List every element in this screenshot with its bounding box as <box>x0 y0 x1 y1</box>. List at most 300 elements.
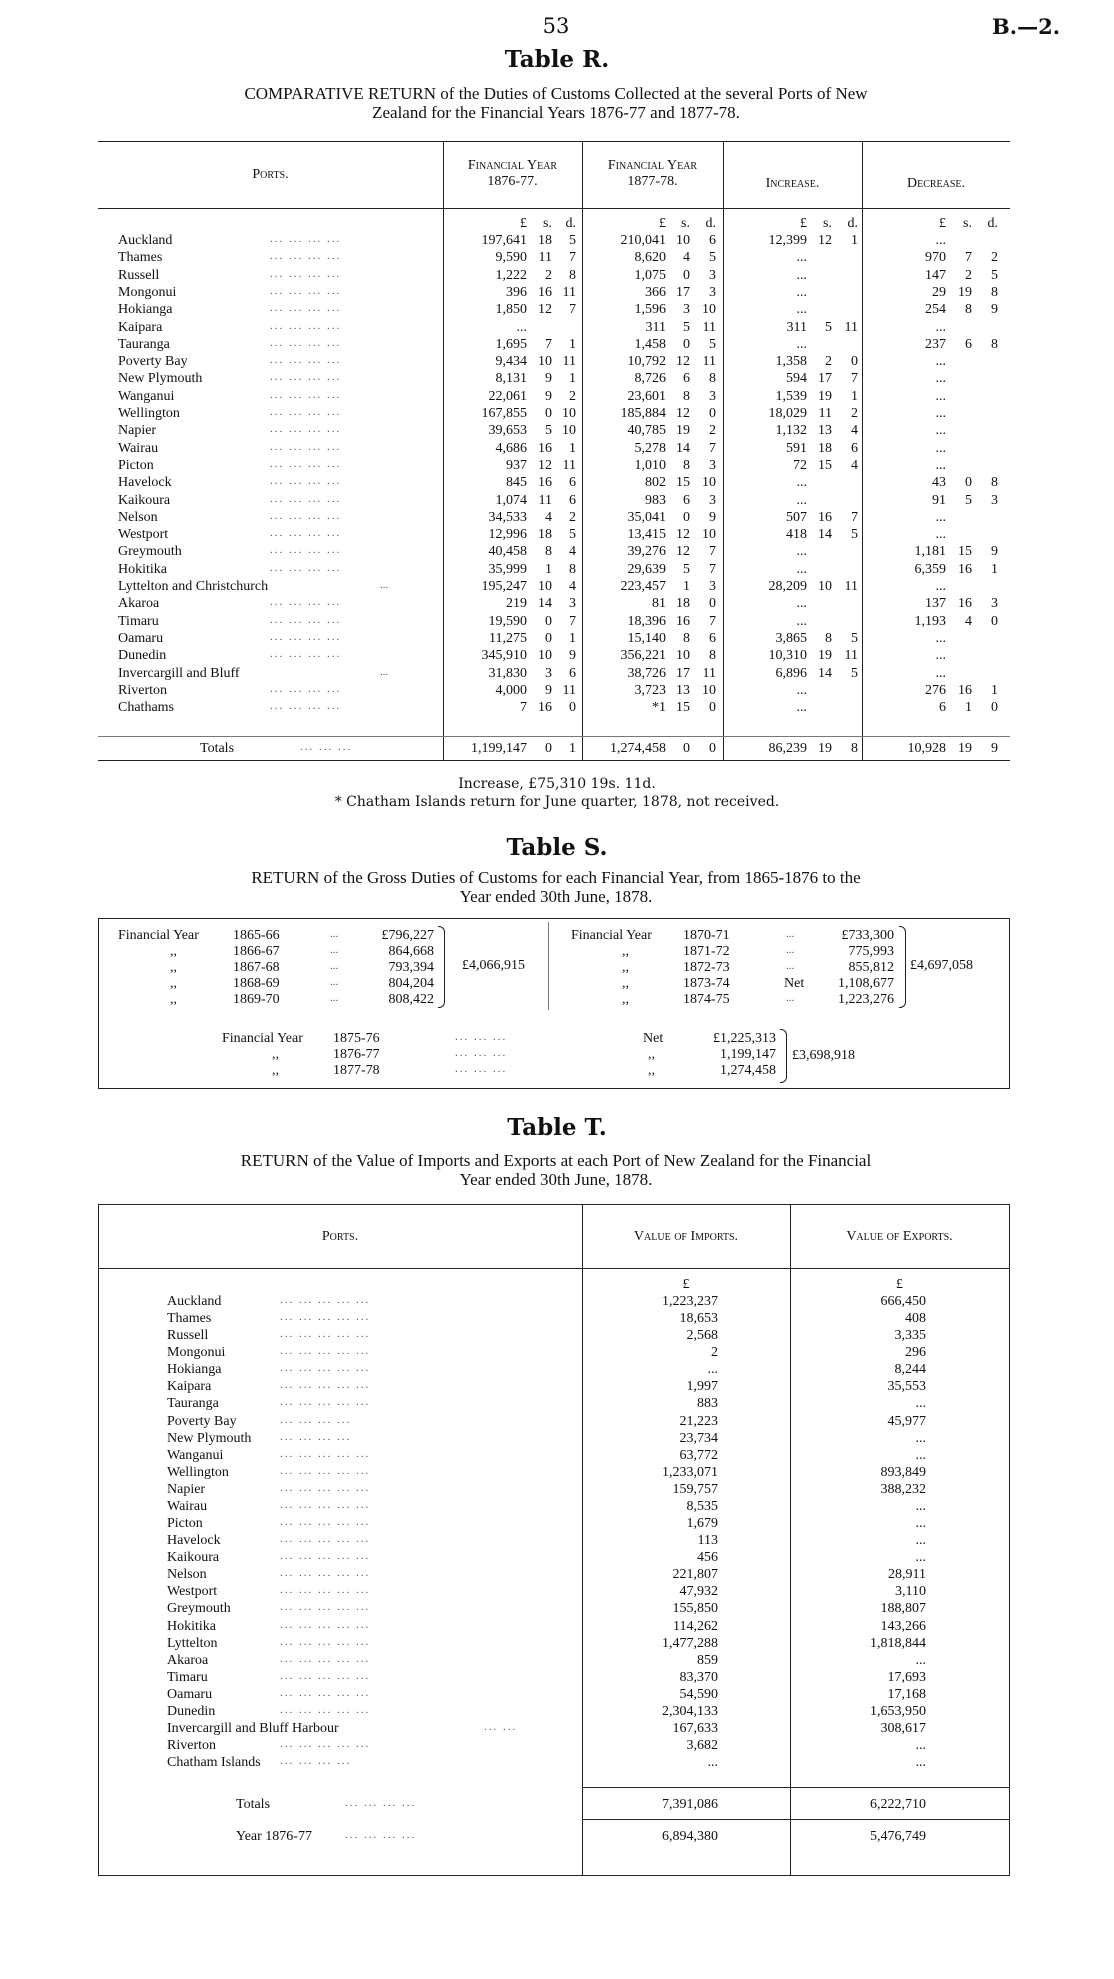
table-s-right-year: 1872-73 <box>683 960 730 975</box>
table-r-fy2-value: 356,221 <box>620 648 666 663</box>
leader-dots: ... <box>380 579 389 591</box>
leader-dots: ... ... ... ... ... <box>280 1601 371 1613</box>
leader-dots: ... ... ... ... ... <box>280 1362 371 1374</box>
table-s-left-year: 1868-69 <box>233 976 280 991</box>
table-r-dec-value: 5 <box>965 493 972 508</box>
leader-dots: ... ... ... ... <box>270 493 342 505</box>
table-r-fy1-value: 8 <box>569 562 576 577</box>
table-s-left-dots: ... <box>330 928 339 940</box>
leader-dots: ... ... ... ... <box>270 285 342 297</box>
unit-label: s. <box>681 216 690 231</box>
table-r-fy2-value: 2 <box>709 423 716 438</box>
table-s-bottom-value: 1,274,458 <box>720 1063 776 1078</box>
leader-dots: ... ... ... ... <box>270 389 342 401</box>
table-r-fy2-value: 1,075 <box>634 268 666 283</box>
table-r-fy1-value: 11 <box>538 493 552 508</box>
port-name: Hokitika <box>118 562 167 577</box>
leader-dots: ... ... ... ... ... <box>280 1584 371 1596</box>
leader-dots: ... ... ... ... <box>270 700 342 712</box>
table-r-fy1-value: 16 <box>538 700 552 715</box>
import-value: 167,633 <box>672 1721 718 1736</box>
table-r-inc-value: 2 <box>825 354 832 369</box>
table-r-dec-value: 6 <box>939 700 946 715</box>
table-r-fy2-value: 15 <box>676 700 690 715</box>
table-r-fy2-value: 40,785 <box>627 423 666 438</box>
ditto-mark: ,, <box>622 944 629 959</box>
table-r-inc-value: 11 <box>844 579 858 594</box>
table-s-left-year: 1865-66 <box>233 928 280 943</box>
table-s-right-value: £733,300 <box>841 928 894 943</box>
header-t-imports: Value of Imports. <box>633 1229 739 1244</box>
table-r-fy2-value: 5 <box>683 320 690 335</box>
port-name: Dunedin <box>167 1704 216 1719</box>
table-r-fy1-value: 35,999 <box>488 562 527 577</box>
port-name: Riverton <box>167 1738 216 1753</box>
table-r-dec-value: 29 <box>932 285 946 300</box>
table-r-fy2-value: 5,278 <box>634 441 666 456</box>
leader-dots: ... ... <box>484 1721 518 1733</box>
unit-label: £ <box>520 216 527 231</box>
table-s-right-total: £4,697,058 <box>910 958 973 973</box>
table-r-fy1-value: 0 <box>569 700 576 715</box>
unit-label: £ <box>939 216 946 231</box>
table-r-fy1-value: 1,222 <box>495 268 527 283</box>
table-r-inc-value: 5 <box>851 527 858 542</box>
import-value: 1,997 <box>686 1379 718 1394</box>
port-name: Tauranga <box>167 1396 219 1411</box>
table-r-dec-value: ... <box>935 510 946 525</box>
port-name: Greymouth <box>118 544 182 559</box>
table-s-left-dots: ... <box>330 960 339 972</box>
table-r-fy2-value: 10 <box>702 475 716 490</box>
export-value: 308,617 <box>880 1721 926 1736</box>
import-value: 2,304,133 <box>662 1704 718 1719</box>
port-name: Chathams <box>118 700 174 715</box>
leader-dots: ... ... ... ... <box>270 648 342 660</box>
table-r-fy2-value: 12 <box>676 354 690 369</box>
table-r-fy1-value: 1,074 <box>495 493 527 508</box>
leader-dots: ... ... ... ... ... <box>280 1653 371 1665</box>
port-name: Invercargill and Bluff Harbour <box>167 1721 339 1736</box>
port-name: Napier <box>167 1482 206 1497</box>
export-value: 408 <box>905 1311 926 1326</box>
table-r-fy1-value: 11 <box>538 250 552 265</box>
table-r-fy2-value: 0 <box>709 700 716 715</box>
table-r-fy1-value: 5 <box>569 527 576 542</box>
table-r-fy2-value: 9 <box>709 510 716 525</box>
table-r-fy2-value: 18,396 <box>627 614 666 629</box>
leader-dots: ... ... ... ... <box>270 441 342 453</box>
port-name: Wanganui <box>118 389 175 404</box>
table-r-fy1-value: 0 <box>545 406 552 421</box>
ditto-mark: ,, <box>170 944 177 959</box>
unit-label: d. <box>565 216 576 231</box>
leader-dots: ... ... ... ... <box>270 562 342 574</box>
table-s-left-year: 1869-70 <box>233 992 280 1007</box>
table-r-total-value: 1 <box>569 741 576 756</box>
table-r-fy2-value: 185,884 <box>620 406 666 421</box>
table-r-fy1-value: 16 <box>538 441 552 456</box>
export-value: 893,849 <box>880 1465 926 1480</box>
table-r-fy1-value: 16 <box>538 475 552 490</box>
table-r-fy2-value: 10 <box>702 527 716 542</box>
table-r-dec-value: 1 <box>991 683 998 698</box>
table-r-fy1-value: 219 <box>506 596 527 611</box>
leader-dots: ... ... ... ... ... <box>280 1499 371 1511</box>
table-r-fy2-value: 7 <box>709 562 716 577</box>
import-value: ... <box>707 1362 718 1377</box>
table-r-inc-value: ... <box>796 475 807 490</box>
table-s-right-value: 775,993 <box>848 944 894 959</box>
table-r-fy2-value: 1 <box>683 579 690 594</box>
leader-dots: ... ... ... ... ... <box>280 1704 371 1716</box>
unit-label: £ <box>682 1277 690 1292</box>
ditto-mark: ,, <box>648 1047 655 1062</box>
table-r-dec-value: 7 <box>965 250 972 265</box>
table-r-inc-value: 7 <box>851 371 858 386</box>
table-r-inc-value: 19 <box>818 389 832 404</box>
table-r-inc-value: 8 <box>825 631 832 646</box>
table-r-dec-value: ... <box>935 458 946 473</box>
table-r-fy2-value: 10 <box>676 648 690 663</box>
table-r-fy1-value: 4,000 <box>495 683 527 698</box>
table-s-title: Table S. <box>506 834 608 861</box>
import-value: 63,772 <box>679 1448 718 1463</box>
table-s-right-dots: ... <box>786 992 795 1004</box>
table-r-fy1-value: 2 <box>545 268 552 283</box>
table-r-dec-value: ... <box>935 527 946 542</box>
table-r-total-value: 10,928 <box>907 741 946 756</box>
table-s-bottom-year: 1876-77 <box>333 1047 380 1062</box>
export-value: ... <box>915 1499 926 1514</box>
table-r-fy2-value: 1,458 <box>634 337 666 352</box>
unit-label: s. <box>963 216 972 231</box>
table-r-fy2-value: 7 <box>709 544 716 559</box>
table-r-fy1-value: 7 <box>569 302 576 317</box>
table-r-dec-value: 2 <box>991 250 998 265</box>
table-r-inc-value: 6 <box>851 441 858 456</box>
import-value: 3,682 <box>686 1738 718 1753</box>
import-value: 2,568 <box>686 1328 718 1343</box>
table-r-fy1-value: 396 <box>506 285 527 300</box>
port-name: Timaru <box>118 614 159 629</box>
header-fy1-line1: Financial Year <box>467 158 558 173</box>
export-value: 8,244 <box>894 1362 926 1377</box>
header-fy2-line2: 1877-78. <box>627 174 678 189</box>
table-r-fy2-value: 12 <box>676 544 690 559</box>
table-r-fy1-value: 19,590 <box>488 614 527 629</box>
unit-label: £ <box>896 1277 903 1292</box>
header-increase: Increase. <box>765 176 820 191</box>
table-r-fy2-value: *1 <box>652 700 666 715</box>
table-r-dec-value: 1 <box>965 700 972 715</box>
table-r-fy2-value: 1,010 <box>634 458 666 473</box>
header-t-exports: Value of Exports. <box>846 1229 953 1244</box>
export-value: 17,168 <box>887 1687 926 1702</box>
export-value: ... <box>915 1448 926 1463</box>
table-s-right-value: 1,223,276 <box>838 992 894 1007</box>
table-r-dec-value: ... <box>935 441 946 456</box>
table-r-dec-value: 91 <box>932 493 946 508</box>
table-s-left-value: 864,668 <box>388 944 434 959</box>
unit-label: d. <box>987 216 998 231</box>
header-fy1-line2: 1876-77. <box>487 174 538 189</box>
header-t-ports: Ports. <box>321 1229 359 1244</box>
export-value: 188,807 <box>880 1601 926 1616</box>
table-r-fy1-value: 1,850 <box>495 302 527 317</box>
table-r-dec-value: 8 <box>965 302 972 317</box>
table-r-dec-value: 0 <box>991 700 998 715</box>
table-r-fy1-value: 1 <box>569 337 576 352</box>
port-name: Westport <box>118 527 169 542</box>
port-name: Westport <box>167 1584 218 1599</box>
table-s-bottom-dots: ... ... ... <box>455 1047 508 1059</box>
fy-prefix: Financial Year <box>118 928 199 943</box>
table-s-subtitle-2: Year ended 30th June, 1878. <box>459 887 653 906</box>
table-r-fy1-value: 10 <box>538 648 552 663</box>
table-r-inc-value: 15 <box>818 458 832 473</box>
leader-dots: ... ... ... ... <box>270 544 342 556</box>
table-r-inc-value: 18,029 <box>768 406 807 421</box>
table-r-dec-value: 3 <box>991 596 998 611</box>
leader-dots: ... ... ... ... <box>270 683 342 695</box>
port-name: Nelson <box>118 510 158 525</box>
table-r-inc-value: ... <box>796 285 807 300</box>
unit-label: £ <box>800 216 807 231</box>
table-s-bottom-dots: ... ... ... <box>455 1063 508 1075</box>
port-name: Timaru <box>167 1670 208 1685</box>
leader-dots: ... ... ... ... <box>270 320 342 332</box>
table-r-inc-value: 7 <box>851 510 858 525</box>
export-value: ... <box>915 1533 926 1548</box>
table-r-fy2-value: 17 <box>676 666 690 681</box>
table-r-dec-value: 16 <box>958 683 972 698</box>
table-r-fy1-value: 12 <box>538 302 552 317</box>
table-r-dec-value: 147 <box>925 268 946 283</box>
table-r-fy1-value: 11 <box>562 683 576 698</box>
table-r-fy2-value: 0 <box>709 596 716 611</box>
table-r-fy1-value: 9 <box>569 648 576 663</box>
table-r-inc-value: 10 <box>818 579 832 594</box>
table-r-fy1-value: 3 <box>569 596 576 611</box>
leader-dots: ... ... ... ... ... <box>280 1636 371 1648</box>
table-r-increase-note: Increase, £75,310 19s. 11d. <box>458 776 656 792</box>
table-r-fy1-value: 14 <box>538 596 552 611</box>
port-name: Kaikoura <box>118 493 171 508</box>
import-value: 23,734 <box>679 1431 718 1446</box>
port-name: Mongonui <box>167 1345 226 1360</box>
table-r-fy2-value: 29,639 <box>627 562 666 577</box>
import-value: 47,932 <box>679 1584 718 1599</box>
table-r-fy1-value: 1 <box>569 441 576 456</box>
export-value: ... <box>915 1431 926 1446</box>
table-r-fy2-value: 4 <box>683 250 690 265</box>
table-r-fy2-value: 210,041 <box>620 233 666 248</box>
port-name: Thames <box>118 250 163 265</box>
totals-label: Totals <box>236 1797 271 1812</box>
header-fy2-line1: Financial Year <box>607 158 698 173</box>
table-r-fy1-value: 7 <box>545 337 552 352</box>
leader-dots: ... ... ... ... ... <box>280 1448 371 1460</box>
table-r-fy2-value: 3 <box>709 285 716 300</box>
table-r-fy1-value: 4,686 <box>495 441 527 456</box>
table-r-fy2-value: 0 <box>709 406 716 421</box>
leader-dots: ... ... ... ... ... <box>280 1567 371 1579</box>
table-r-fy1-value: ... <box>516 320 527 335</box>
leader-dots: ... ... ... ... ... <box>280 1465 371 1477</box>
table-r-fy2-value: 6 <box>683 493 690 508</box>
leader-dots: ... ... ... ... <box>270 527 342 539</box>
table-r-dec-value: ... <box>935 389 946 404</box>
leader-dots: ... ... ... ... <box>270 250 342 262</box>
table-s-bottom-value: £1,225,313 <box>713 1031 776 1046</box>
port-name: Riverton <box>118 683 167 698</box>
import-value: ... <box>707 1755 718 1770</box>
import-value: 1,679 <box>686 1516 718 1531</box>
ditto-mark: ,, <box>272 1063 279 1078</box>
table-r-fy2-value: 11 <box>702 666 716 681</box>
leader-dots: ... ... ... ... <box>270 268 342 280</box>
port-name: Russell <box>118 268 160 283</box>
ditto-mark: ,, <box>648 1063 655 1078</box>
table-r-fy1-value: 167,855 <box>481 406 527 421</box>
table-r-inc-value: 16 <box>818 510 832 525</box>
import-value: 54,590 <box>679 1687 718 1702</box>
table-r-fy1-value: 7 <box>520 700 527 715</box>
port-name: Kaikoura <box>167 1550 220 1565</box>
table-s-left-dots: ... <box>330 992 339 1004</box>
import-value: 1,233,071 <box>662 1465 718 1480</box>
table-r-dec-value: 237 <box>925 337 946 352</box>
table-r-fy1-value: 0 <box>545 631 552 646</box>
table-r-inc-value: 11 <box>844 320 858 335</box>
table-r-dec-value: ... <box>935 631 946 646</box>
table-r-fy1-value: 0 <box>545 614 552 629</box>
table-s-bottom-value: 1,199,147 <box>720 1047 776 1062</box>
table-r-fy1-value: 4 <box>569 544 576 559</box>
table-r-inc-value: 5 <box>851 631 858 646</box>
table-r-fy1-value: 11,275 <box>489 631 527 646</box>
export-total: 6,222,710 <box>870 1797 926 1812</box>
port-name: Wellington <box>118 406 180 421</box>
table-r-dec-value: 3 <box>991 493 998 508</box>
table-r-dec-value: 0 <box>991 614 998 629</box>
export-value: ... <box>915 1738 926 1753</box>
leader-dots: ... ... ... ... <box>280 1755 352 1767</box>
table-r-inc-value: ... <box>796 562 807 577</box>
leader-dots: ... ... ... ... <box>270 423 342 435</box>
port-name: Oamaru <box>167 1687 213 1702</box>
table-r-dec-value: 8 <box>991 337 998 352</box>
port-name: Oamaru <box>118 631 164 646</box>
table-r-total-value: 8 <box>851 741 858 756</box>
table-r-fy1-value: 2 <box>569 510 576 525</box>
import-value: 114,262 <box>673 1619 718 1634</box>
leader-dots: ... ... ... ... <box>280 1431 352 1443</box>
table-r-fy2-value: 13,415 <box>627 527 666 542</box>
export-value: 3,110 <box>895 1584 926 1599</box>
table-s-right-year: 1873-74 <box>683 976 730 991</box>
table-r-fy1-value: 345,910 <box>481 648 527 663</box>
table-r-total-value: 1,199,147 <box>471 741 527 756</box>
export-value: ... <box>915 1396 926 1411</box>
table-r-fy1-value: 9 <box>545 683 552 698</box>
port-name: Lyttelton and Christchurch <box>118 579 269 594</box>
table-r-fy1-value: 845 <box>506 475 527 490</box>
table-r-fy1-value: 1,695 <box>495 337 527 352</box>
table-r-fy2-value: 8 <box>709 371 716 386</box>
table-r-fy1-value: 9 <box>545 371 552 386</box>
table-r-fy2-value: 8 <box>709 648 716 663</box>
table-r-fy2-value: 3 <box>709 268 716 283</box>
table-s-right-year: 1874-75 <box>683 992 730 1007</box>
table-r-fy2-value: 6 <box>709 631 716 646</box>
table-r-fy1-value: 6 <box>569 666 576 681</box>
prev-year-label: Year 1876-77 <box>236 1829 312 1844</box>
table-s-subtitle-1: RETURN of the Gross Duties of Customs for each Financial Year, from 1865-1876 to the <box>251 868 861 887</box>
table-r-total-value: 0 <box>709 741 716 756</box>
export-value: 388,232 <box>880 1482 926 1497</box>
header-ports: Ports. <box>252 167 289 182</box>
leader-dots: ... ... ... ... <box>270 354 342 366</box>
export-value: 666,450 <box>880 1294 926 1309</box>
table-t-subtitle-1: RETURN of the Value of Imports and Exports at each Port of New Zealand for the Financial <box>240 1151 872 1170</box>
leader-dots: ... ... ... ... ... <box>280 1328 371 1340</box>
import-value: 456 <box>697 1550 718 1565</box>
table-s-right-dots: ... <box>786 944 795 956</box>
leader-dots: ... ... ... ... <box>270 302 342 314</box>
leader-dots: ... ... ... ... <box>270 371 342 383</box>
table-r-inc-value: 14 <box>818 666 832 681</box>
table-r-inc-value: ... <box>796 493 807 508</box>
table-r-fy2-value: 802 <box>645 475 666 490</box>
table-r-inc-value: 591 <box>786 441 807 456</box>
table-r-inc-value: 17 <box>818 371 832 386</box>
table-r-inc-value: 3,865 <box>775 631 807 646</box>
table-r-fy1-value: 9,434 <box>495 354 527 369</box>
table-r-dec-value: 4 <box>965 614 972 629</box>
fy-prefix: Financial Year <box>222 1031 303 1046</box>
port-name: Dunedin <box>118 648 167 663</box>
table-r-dec-value: 19 <box>958 285 972 300</box>
export-value: 35,553 <box>887 1379 926 1394</box>
table-r-fy2-value: 6 <box>683 371 690 386</box>
port-name: Picton <box>118 458 154 473</box>
table-r-inc-value: 5 <box>825 320 832 335</box>
table-r-dec-value: 2 <box>965 268 972 283</box>
table-s-left-value: 804,204 <box>388 976 434 991</box>
table-r-fy1-value: 7 <box>569 614 576 629</box>
table-r-fy2-value: 19 <box>676 423 690 438</box>
export-value: 1,653,950 <box>870 1704 926 1719</box>
table-r-inc-value: 11 <box>818 406 832 421</box>
port-name: Wairau <box>167 1499 208 1514</box>
export-value: 28,911 <box>888 1567 926 1582</box>
table-r-fy1-value: 16 <box>538 285 552 300</box>
table-r-fy2-value: 12 <box>676 527 690 542</box>
table-s-bottom-year: 1875-76 <box>333 1031 380 1046</box>
table-r-inc-value: 12 <box>818 233 832 248</box>
table-r-dec-value: 43 <box>932 475 946 490</box>
table-r-fy2-value: 13 <box>676 683 690 698</box>
leader-dots: ... ... ... ... ... <box>280 1345 371 1357</box>
leader-dots: ... ... ... ... ... <box>280 1396 371 1408</box>
table-r-fy2-value: 8 <box>683 458 690 473</box>
port-name: Auckland <box>118 233 173 248</box>
unit-label: £ <box>659 216 666 231</box>
table-r-dec-value: ... <box>935 579 946 594</box>
table-r-dec-value: 9 <box>991 544 998 559</box>
